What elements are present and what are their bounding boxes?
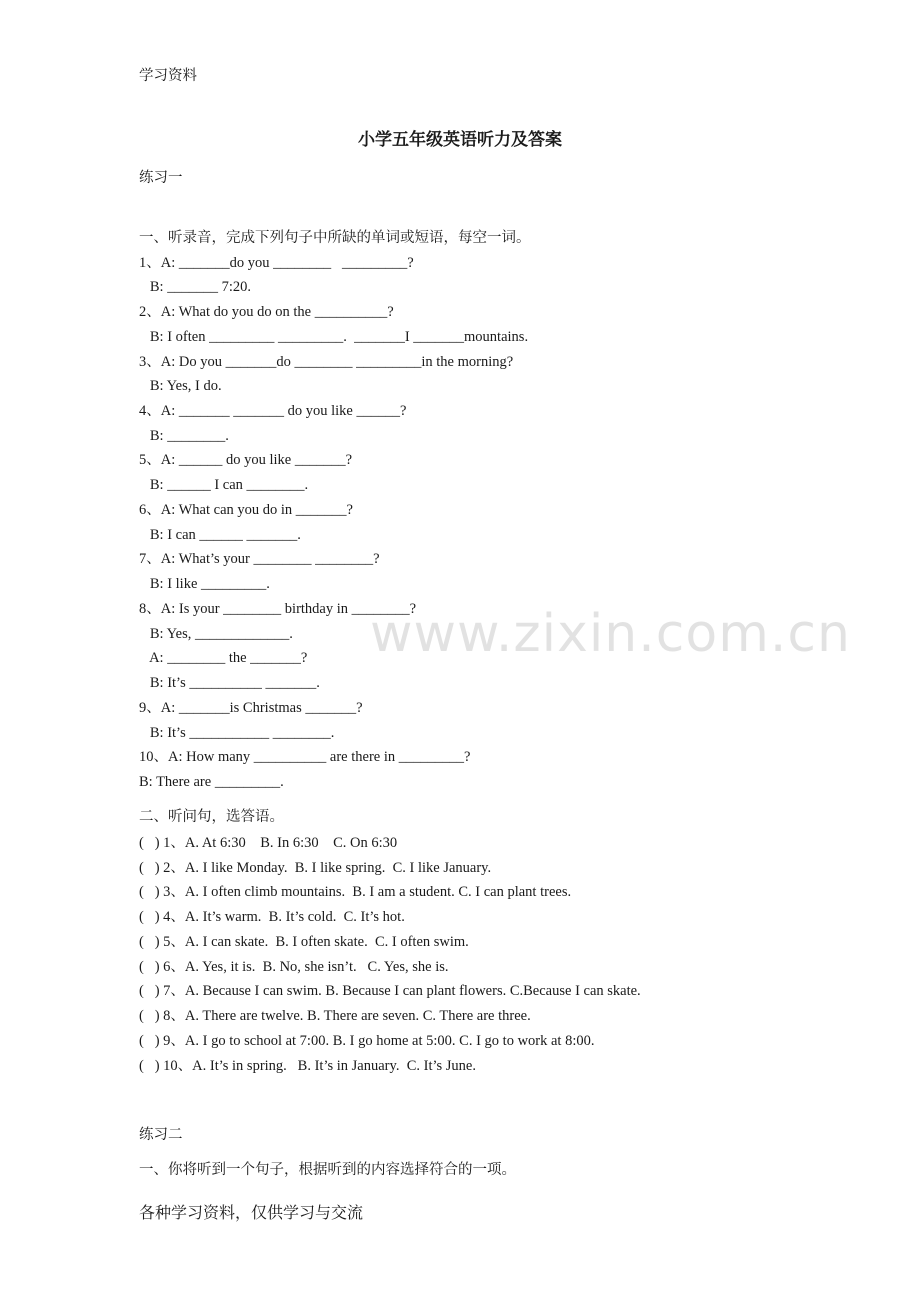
text-line: 7、A: What’s your ________ ________? [139,551,380,567]
text-line: ( ) 2、A. I like Monday. B. I like spring. C. I like January. [139,860,492,876]
text-line: 练习二 [139,1127,183,1143]
text-line: A: ________ the _______? [139,650,308,666]
text-line: 3、A: Do you _______do ________ _________in the morning? [139,354,514,370]
text-line: B: I often _________ _________. _______I _______mountains. [139,329,529,345]
watermark: www.zixin.com.cn [370,604,851,664]
page-footer: 各种学习资料，仅供学习与交流 [139,1205,364,1222]
document-title: 小学五年级英语听力及答案 [358,130,562,149]
text-line: 二、听问句，选答语。 [139,809,284,825]
text-line: 一、听录音，完成下列句子中所缺的单词或短语，每空一词。 [139,230,531,246]
text-line: ( ) 6、A. Yes, it is. B. No, she isn’t. C. Yes, she is. [139,959,449,975]
text-line: ( ) 5、A. I can skate. B. I often skate. C. I often swim. [139,934,469,950]
text-line: ( ) 9、A. I go to school at 7:00. B. I go home at 5:00. C. I go to work at 8:00. [139,1033,595,1049]
text-line: B: ______ I can ________. [139,477,309,493]
text-line: 6、A: What can you do in _______? [139,502,353,518]
text-line: 9、A: _______is Christmas _______? [139,700,363,716]
text-line: B: ________. [139,428,229,444]
text-line: B: It’s ___________ ________. [139,725,335,741]
text-line: ( ) 4、A. It’s warm. B. It’s cold. C. It’s hot. [139,909,405,925]
text-line: B: It’s __________ _______. [139,675,320,691]
text-line: 一、你将听到一个句子，根据听到的内容选择符合的一项。 [139,1162,516,1178]
text-line: ( ) 1、A. At 6:30 B. In 6:30 C. On 6:30 [139,835,398,851]
text-line: 练习一 [139,170,183,186]
text-line: 4、A: _______ _______ do you like ______? [139,403,407,419]
text-line: ( ) 7、A. Because I can swim. B. Because I can plant flowers. C.Because I can skate. [139,983,641,999]
text-line: B: I like _________. [139,576,270,592]
text-line: B: I can ______ _______. [139,527,301,543]
text-line: B: Yes, _____________. [139,626,293,642]
text-line: 1、A: _______do you ________ _________? [139,255,414,271]
page-header: 学习资料 [139,68,197,84]
text-line: 5、A: ______ do you like _______? [139,452,353,468]
text-line: 8、A: Is your ________ birthday in ________? [139,601,417,617]
text-line: ( ) 8、A. There are twelve. B. There are seven. C. There are three. [139,1008,531,1024]
text-line: ( ) 3、A. I often climb mountains. B. I am a student. C. I can plant trees. [139,884,572,900]
text-line: 2、A: What do you do on the __________? [139,304,394,320]
text-line: 10、A: How many __________ are there in _________? [139,749,471,765]
text-line: B: Yes, I do. [139,378,222,394]
text-line: B: _______ 7:20. [139,279,251,295]
text-line: ( ) 10、A. It’s in spring. B. It’s in January. C. It’s June. [139,1058,476,1074]
text-line: B: There are _________. [139,774,284,790]
